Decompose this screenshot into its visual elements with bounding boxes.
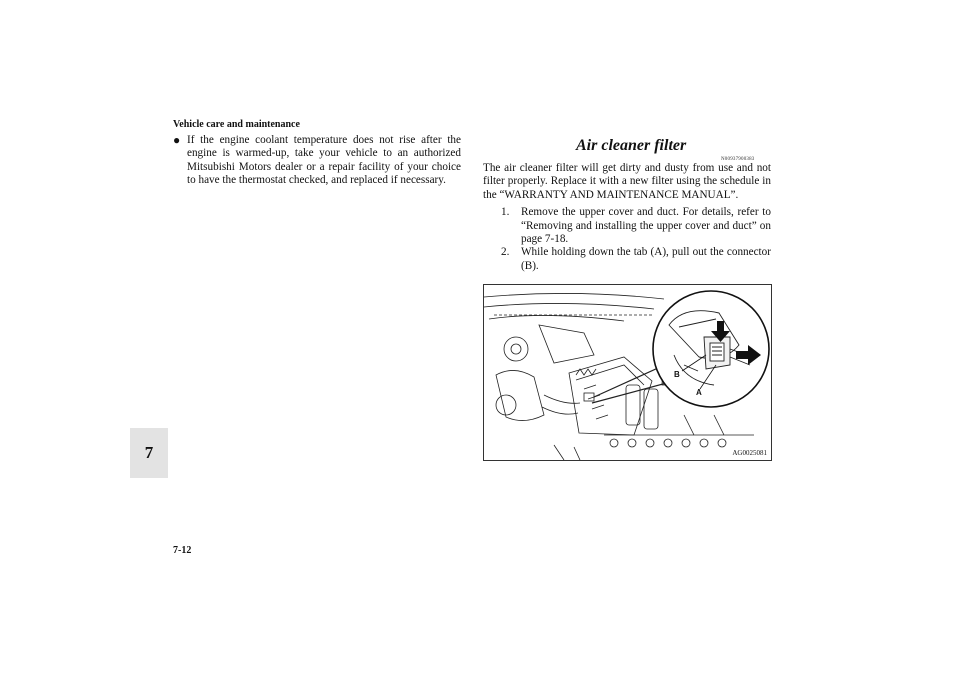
chapter-number: 7 bbox=[144, 443, 154, 462]
step-text: Remove the upper cover and duct. For details, refer to “Removing and installing the upper cover and duct” on page 7-18. bbox=[521, 206, 771, 246]
callout-b-label: B bbox=[674, 370, 680, 379]
step-text: While holding down the tab (A), pull out the connector (B). bbox=[521, 246, 771, 272]
left-column bbox=[173, 134, 461, 188]
right-column bbox=[483, 162, 771, 273]
step-item bbox=[501, 246, 771, 273]
engine-bay-drawing bbox=[484, 285, 771, 460]
step-item bbox=[501, 206, 771, 246]
callout-a-label: A bbox=[696, 388, 702, 397]
page-number: 7-12 bbox=[173, 545, 192, 556]
bullet-icon: ● bbox=[173, 133, 181, 147]
step-number: 2. bbox=[501, 246, 510, 259]
bullet-item bbox=[173, 134, 461, 188]
step-number: 1. bbox=[501, 206, 510, 219]
intro-paragraph: The air cleaner filter will get dirty and dusty from use and not filter properly. Replace it with a new filter using the schedule in the “WARRANTY AND MAINTENANCE MANUAL”. bbox=[483, 162, 771, 201]
chapter-tab bbox=[130, 428, 168, 478]
section-code: N00937900383 bbox=[721, 157, 755, 162]
bullet-text: If the engine coolant temperature does not rise after the engine is warmed-up, take your vehicle to an authorized Mitsubishi Motors dealer or a repair facility of your choice to have the thermostat checked, and replaced if necessary. bbox=[187, 134, 461, 187]
section-title: Air cleaner filter bbox=[576, 137, 687, 154]
engine-illustration bbox=[483, 284, 772, 461]
figure-label: AG0025081 bbox=[732, 449, 767, 457]
running-header: Vehicle care and maintenance bbox=[173, 119, 300, 130]
